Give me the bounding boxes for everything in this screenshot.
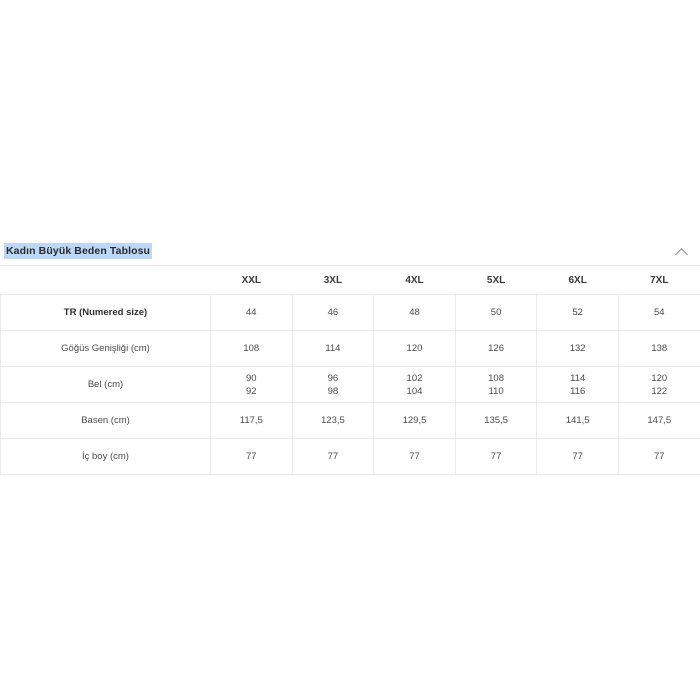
section-title: Kadın Büyük Beden Tablosu <box>6 244 151 257</box>
cell-line: 120 <box>651 372 668 384</box>
table-cell <box>292 367 374 403</box>
table-header-cell <box>211 266 293 295</box>
table-header-cell <box>618 266 700 295</box>
table-header-blank <box>1 266 211 295</box>
table-row <box>1 367 700 403</box>
table-cell: 48 <box>374 295 456 331</box>
column-label: 6XL <box>568 274 587 286</box>
cell-multiline <box>293 372 374 398</box>
cell-multiline <box>537 372 618 398</box>
table-cell: 77 <box>374 439 456 475</box>
table-cell: 126 <box>455 331 537 367</box>
table-cell <box>374 367 456 403</box>
column-label: XXL <box>241 274 262 286</box>
row-label: TR (Numered size) <box>1 295 211 331</box>
table-cell: 120 <box>374 331 456 367</box>
cell-line: 110 <box>488 385 504 397</box>
table-cell: 129,5 <box>374 403 456 439</box>
cell-line: 114 <box>570 372 586 384</box>
table-cell: 52 <box>537 295 619 331</box>
table-row <box>1 439 700 475</box>
row-label: Basen (cm) <box>1 403 211 439</box>
table-cell <box>537 367 619 403</box>
size-chart-table <box>0 266 700 475</box>
cell-multiline <box>456 372 537 398</box>
table-row <box>1 331 700 367</box>
table-header-row <box>1 266 700 295</box>
column-label: 4XL <box>405 274 424 286</box>
table-cell: 50 <box>455 295 537 331</box>
table-cell <box>455 367 537 403</box>
size-chart-header[interactable] <box>0 236 700 266</box>
table-cell: 46 <box>292 295 374 331</box>
cell-line: 96 <box>327 372 339 384</box>
row-label: İç boy (cm) <box>1 439 211 475</box>
cell-multiline <box>374 372 455 398</box>
table-cell: 44 <box>211 295 293 331</box>
row-label: Bel (cm) <box>1 367 211 403</box>
table-cell: 77 <box>292 439 374 475</box>
table-cell: 77 <box>455 439 537 475</box>
cell-line: 116 <box>570 385 586 397</box>
table-header-cell <box>292 266 374 295</box>
table-cell: 123,5 <box>292 403 374 439</box>
table-cell: 54 <box>618 295 700 331</box>
cell-line: 102 <box>406 372 423 384</box>
table-cell: 141,5 <box>537 403 619 439</box>
table-cell: 147,5 <box>618 403 700 439</box>
cell-line: 90 <box>246 372 257 384</box>
cell-line: 92 <box>246 385 257 397</box>
column-label: 3XL <box>323 274 343 286</box>
cell-line: 108 <box>488 372 504 384</box>
table-cell: 114 <box>292 331 374 367</box>
cell-multiline <box>211 372 292 398</box>
column-label: 5XL <box>486 274 506 286</box>
cell-line: 98 <box>327 385 339 397</box>
table-header-cell <box>455 266 537 295</box>
table-header-cell <box>374 266 456 295</box>
table-cell: 135,5 <box>455 403 537 439</box>
table-header-cell <box>537 266 619 295</box>
table-row <box>1 295 700 331</box>
size-chart-section <box>0 236 700 475</box>
table-cell: 77 <box>211 439 293 475</box>
table-cell: 117,5 <box>211 403 293 439</box>
table-cell: 77 <box>537 439 619 475</box>
table-cell <box>211 367 293 403</box>
cell-line: 122 <box>651 385 668 397</box>
cell-multiline <box>619 372 700 398</box>
table-cell: 132 <box>537 331 619 367</box>
row-label: Göğüs Genişliği (cm) <box>1 331 211 367</box>
table-cell: 108 <box>211 331 293 367</box>
table-cell: 138 <box>618 331 700 367</box>
chevron-up-icon[interactable] <box>676 244 690 258</box>
table-cell: 77 <box>618 439 700 475</box>
column-label: 7XL <box>650 274 669 286</box>
table-row <box>1 403 700 439</box>
table-cell <box>618 367 700 403</box>
cell-line: 104 <box>406 385 423 397</box>
